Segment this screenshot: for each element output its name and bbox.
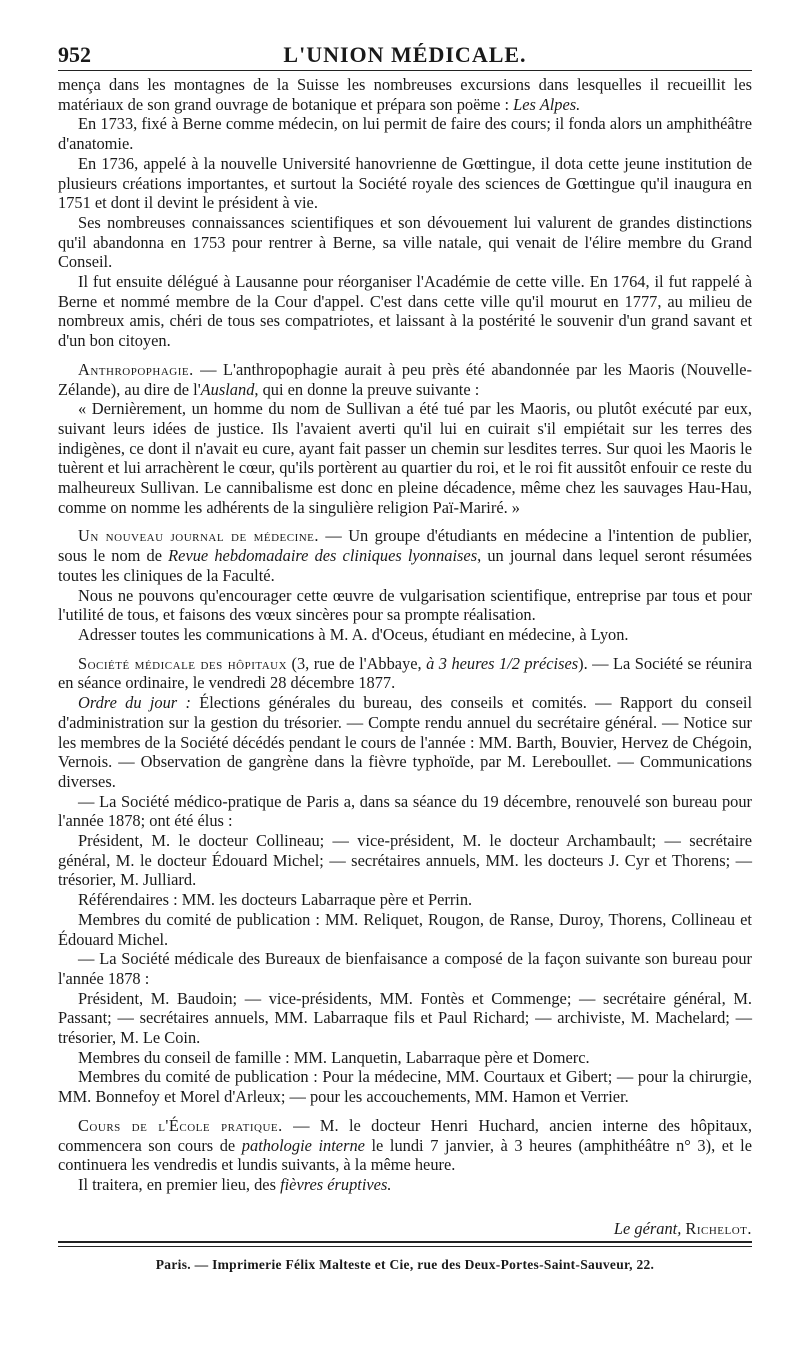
- new-journal-paragraph-3: Adresser toutes les communications à M. A. d'Oceus, étudiant en médecine, à Lyon.: [78, 624, 629, 644]
- anthropophagie-heading: Anthropophagie.: [78, 359, 194, 379]
- anthropophagie-paragraph: Anthropophagie. — L'anthropophagie aurait à peu près été abandonnée par les Maoris (Nouvelle-Zélande), au dire de l'Ausland, qui en donne la preuve suivante :: [58, 359, 752, 399]
- signature-name: Richelot.: [685, 1218, 752, 1238]
- haller-paragraph-2: En 1733, fixé à Berne comme médecin, on lui permit de faire des cours; il fonda alors un amphithéâtre d'anatomie.: [58, 114, 752, 154]
- ordre-du-jour-paragraph: Ordre du jour : Élections générales du bureau, des conseils et comités. — Rapport du conseil d'administration sur la gestion du trésorier. — Compte rendu annuel du secrétaire général. — Notice sur les membres de la Société décédés pendant le cours de l'année : MM. Barth, Bouvier, Hervez de Chégoin, Vernois. — Observation de gangrène dans la fièvre typhoïde, par M. Lereboullet. — Communications diverses.: [58, 693, 753, 791]
- footer-rule-thin: [58, 1246, 752, 1247]
- bienfaisance-paragraph-1: — La Société médicale des Bureaux de bienfaisance a composé de la façon suivante son bureau pour l'année 1878 :: [58, 949, 752, 988]
- medico-pratique-paragraph-2: Président, M. le docteur Collineau; — vice-président, M. le docteur Archambault; — secrétaire général, M. le docteur Édouard Michel; — secrétaires annuels, MM. les docteurs J. Cyr et Thorens; — trésorier, M. Julliard.: [58, 831, 752, 890]
- printer-imprint: Paris. — Imprimerie Félix Malteste et Cie, rue des Deux-Portes-Saint-Sauveur, 22.: [155, 1256, 655, 1272]
- footer-rule: [58, 1241, 752, 1243]
- ecole-pratique-paragraph: Cours de l'École pratique. — M. le docteur Henri Huchard, ancien interne des hôpitaux, commencera son cours de pathologie interne le lundi 7 janvier, à 3 heures (amphithéâtre n° 3), et le continuera les vendredis et lundis suivants, à la même heure.: [58, 1115, 752, 1175]
- haller-paragraph-3: En 1736, appelé à la nouvelle Université hanovrienne de Gœttingue, il dota cette jeune institution de plusieurs créations importantes, et surtout la Société royale des sciences de Gœttingue qu'il inaugura en 1751 et dont il devint le président à vie.: [58, 153, 752, 213]
- medico-pratique-paragraph-4: Membres du comité de publication : MM. Reliquet, Rougon, de Ranse, Duroy, Thorens, Collineau et Édouard Michel.: [58, 909, 752, 949]
- bienfaisance-paragraph-2: Président, M. Baudoin; — vice-présidents, MM. Fontès et Commenge; — secrétaire général, M. Passant; — secrétaires annuels, MM. Labarraque fils et Paul Richard; — archiviste, M. Machelard; — trésorier, M. Le Coin.: [58, 988, 752, 1048]
- anthropophagie-quote: « Dernièrement, un homme du nom de Sullivan a été tué par les Maoris, ou plutôt exécuté par eux, suivant leurs idées de justice. Ils l'avaient averti qu'il lui en cuirait s'il empiétait sur les terres des indigènes, ce dont il n'avait eu cure, ayant fait passer un chemin sur lesdites terres. Sur quoi les Maoris le tuèrent et lui arrachèrent le cœur, qu'ils portèrent au quartier du roi, et le roi fit aussitôt enfouir ce reste du malheureux Sullivan. Le cannibalisme est donc en pleine décadence, même chez les sauvages Hau-Hau, comme on nomme les adhérents de la singulière religion Paï-Mariré. »: [58, 399, 752, 517]
- new-journal-paragraph: Un nouveau journal de médecine. — Un groupe d'étudiants en médecine a l'intention de publier, sous le nom de Revue hebdomadaire des cliniques lyonnaises, un journal dans lequel seront résumées toutes les cliniques de la Faculté.: [58, 526, 752, 585]
- ecole-pratique-paragraph-2: Il traitera, en premier lieu, des fièvres éruptives.: [78, 1174, 392, 1194]
- haller-paragraph-5: Il fut ensuite délégué à Lausanne pour réorganiser l'Académie de cette ville. En 1764, il fut rappelé à Berne et nommé membre de la Cour d'appel. C'est dans cette ville qu'il mourut en 1777, au milieu de nombreux amis, chéri de tous ses compatriotes, et laissant à la postérité le souvenir d'un grand savant et d'un bon citoyen.: [58, 272, 752, 351]
- signature-line: [58, 1219, 752, 1239]
- ecole-pratique-heading: Cours de l'École pratique.: [78, 1115, 283, 1135]
- bienfaisance-paragraph-3: Membres du conseil de famille : MM. Lanquetin, Labarraque père et Domerc.: [78, 1047, 590, 1067]
- journal-title: L'UNION MÉDICALE.: [283, 42, 527, 67]
- medico-pratique-paragraph-3: Référendaires : MM. les docteurs Labarraque père et Perrin.: [78, 890, 473, 910]
- signature-label: Le gérant,: [613, 1218, 682, 1238]
- article-body: [58, 75, 752, 1195]
- haller-paragraph-1: mença dans les montagnes de la Suisse les nombreuses excursions dans lesquelles il recueillit les matériaux de son grand ouvrage de botanique et prépara son poëme : Les Alpes.: [58, 75, 752, 114]
- medico-pratique-paragraph-1: — La Société médico-pratique de Paris a, dans sa séance du 19 décembre, renouvelé son bureau pour l'année 1878; ont été élus :: [58, 791, 752, 831]
- running-head: [58, 24, 752, 71]
- societe-hopitaux-paragraph: Société médicale des hôpitaux (3, rue de l'Abbaye, à 3 heures 1/2 précises). — La Société se réunira en séance ordinaire, le vendredi 28 décembre 1877.: [58, 653, 752, 693]
- bienfaisance-paragraph-4: Membres du comité de publication : Pour la médecine, MM. Courtaux et Gibert; — pour la chirurgie, MM. Bonnefoy et Morel d'Arleux; — pour les accouchements, MM. Hamon et Verrier.: [58, 1067, 752, 1107]
- haller-paragraph-4: Ses nombreuses connaissances scientifiques et son dévouement lui valurent de grandes distinctions qu'il abandonna en 1753 pour rentrer à Berne, sa ville natale, qui venait de l'élire membre du Grand Conseil.: [58, 212, 752, 272]
- new-journal-paragraph-2: Nous ne pouvons qu'encourager cette œuvre de vulgarisation scientifique, entreprise par tous et pour l'utilité de tous, et faisons des vœux sincères pour sa prompte réalisation.: [58, 585, 752, 625]
- ordre-du-jour-label: Ordre du jour :: [78, 693, 191, 713]
- new-journal-heading: Un nouveau journal de médecine.: [78, 526, 319, 546]
- societe-hopitaux-heading: Société médicale des hôpitaux: [78, 653, 288, 673]
- page-number: 952: [58, 42, 91, 67]
